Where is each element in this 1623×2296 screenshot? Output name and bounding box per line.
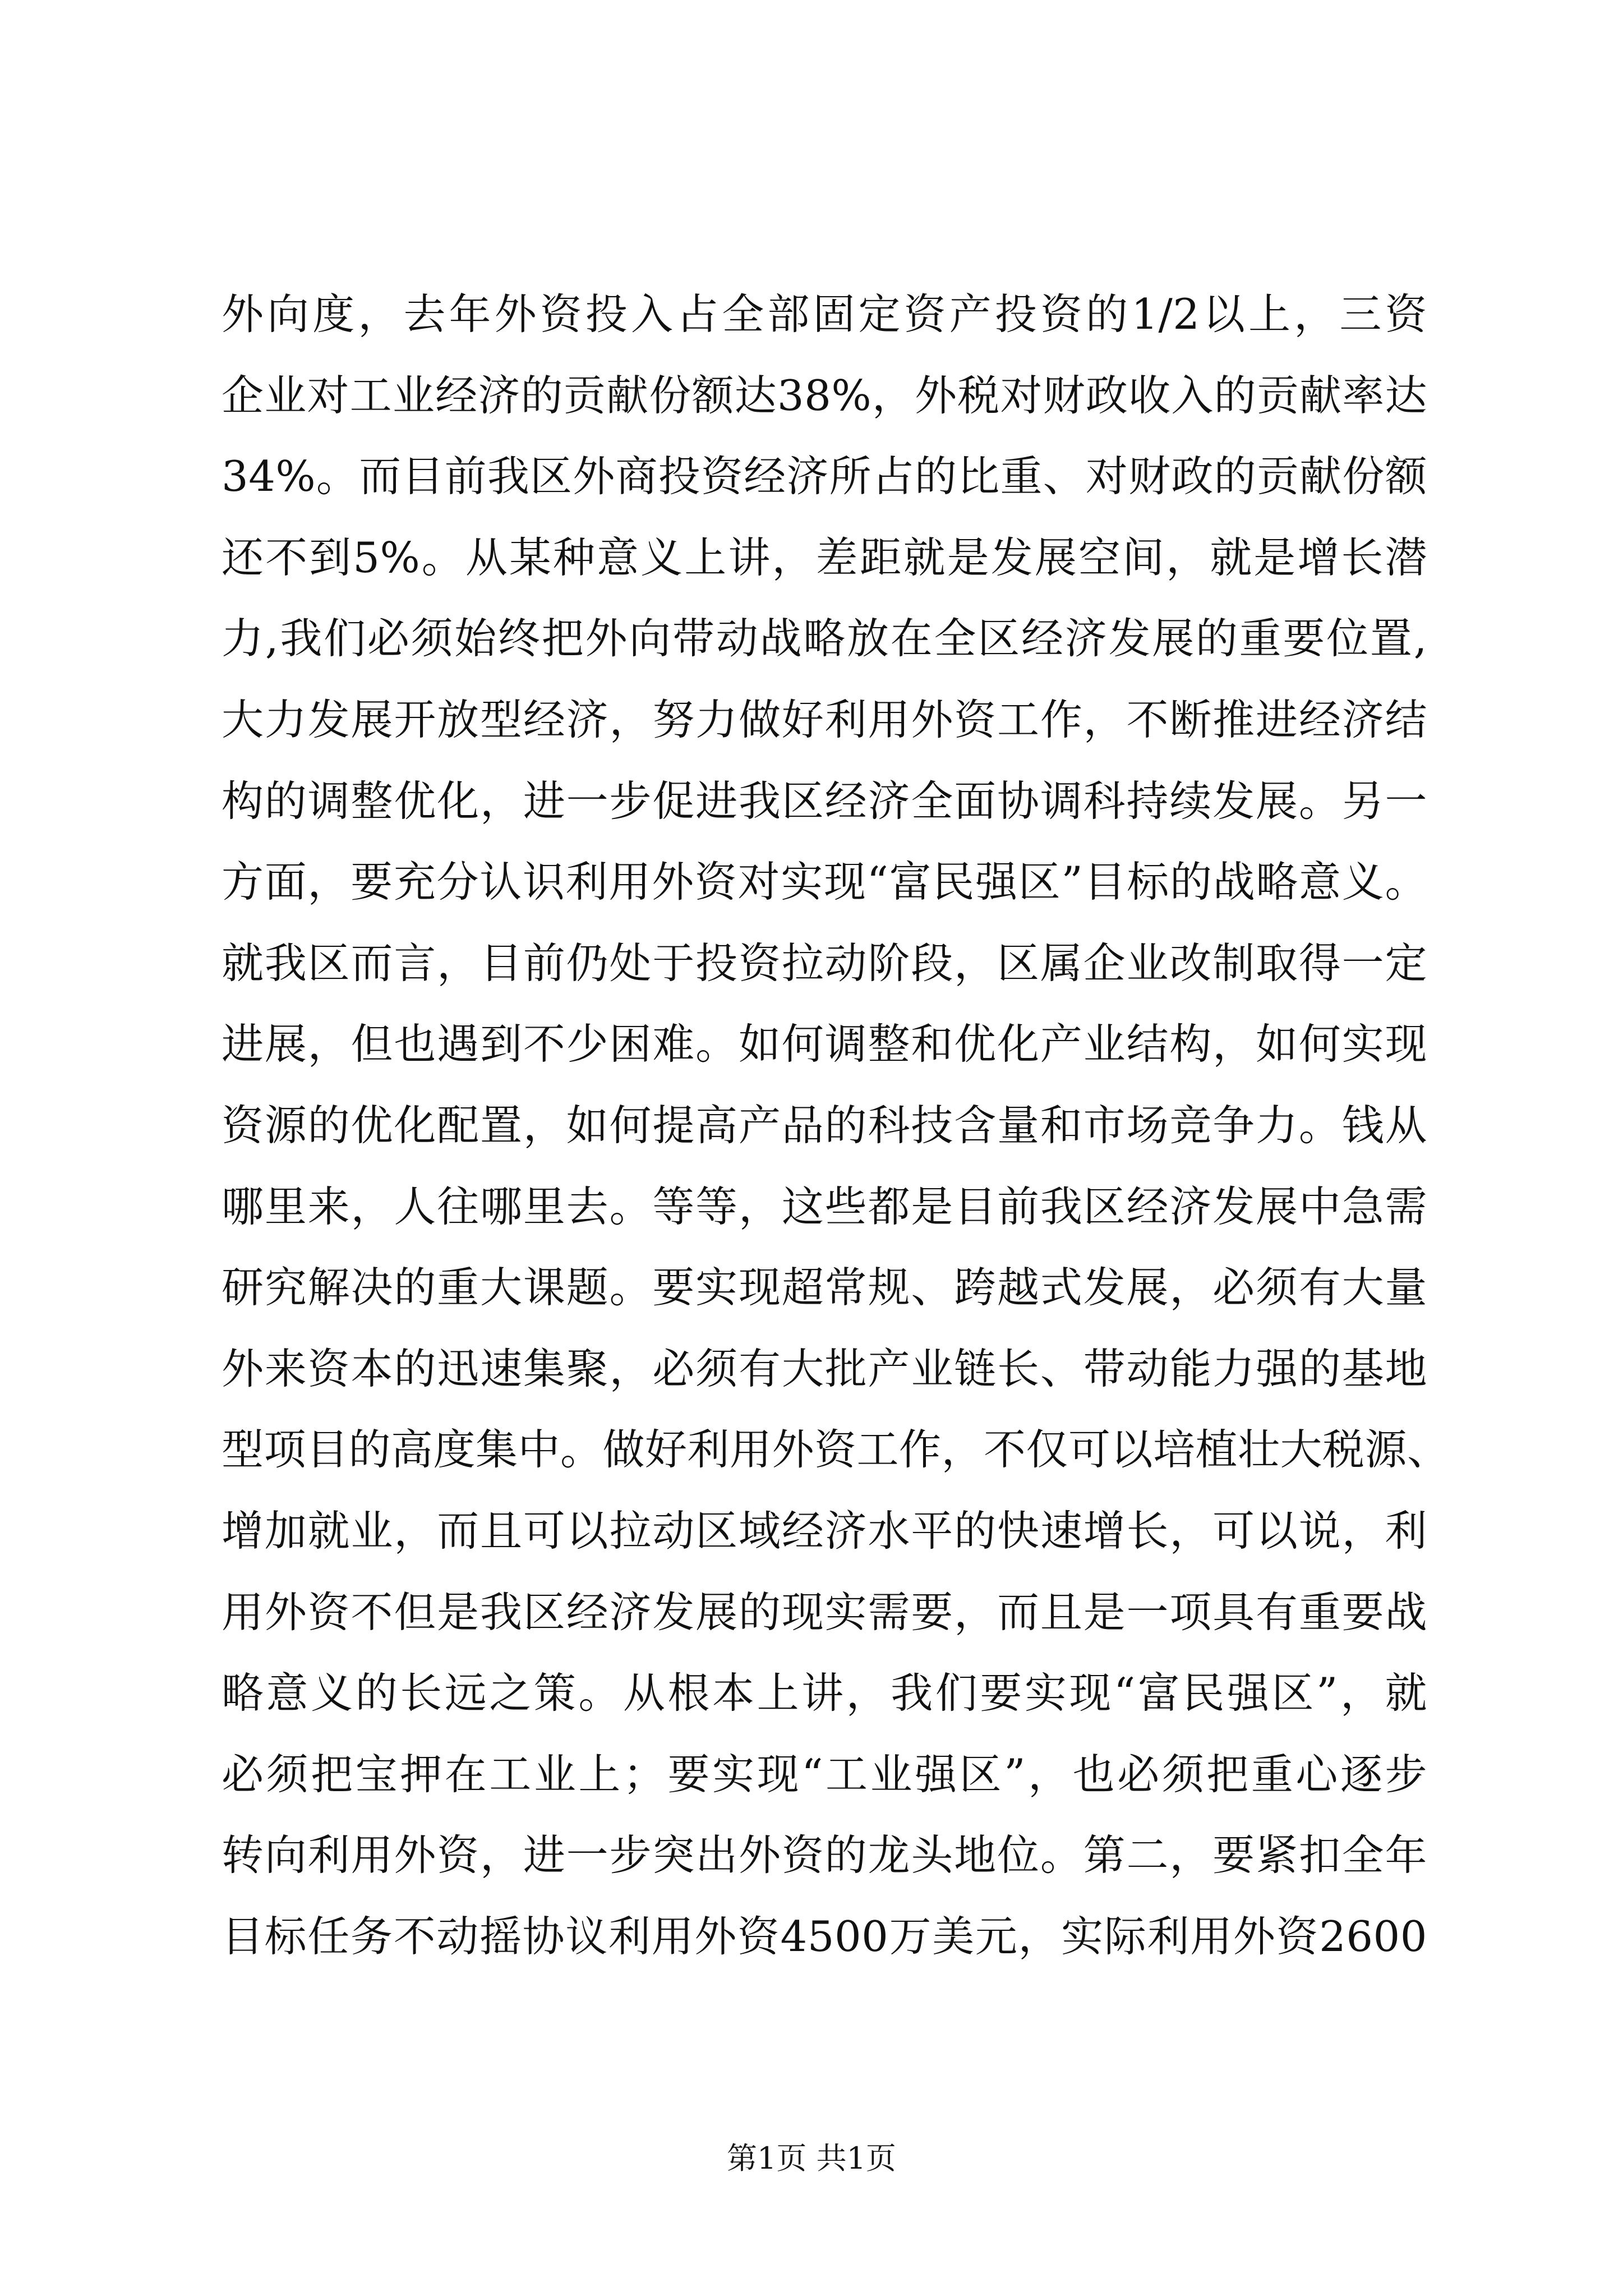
text-line: 用外资不但是我区经济发展的现实需要，而且是一项具有重要战 [222, 1587, 1427, 1637]
text-line: 哪里来，人往哪里去。等等，这些都是目前我区经济发展中急需 [222, 1181, 1427, 1231]
text-line: 目标任务不动摇协议利用外资4500万美元，实际利用外资2600 [222, 1911, 1427, 1961]
page-footer [0, 2134, 1623, 2178]
text-line: 略意义的长远之策。从根本上讲，我们要实现“富民强区”，就 [222, 1668, 1427, 1718]
text-line: 34%。而目前我区外商投资经济所占的比重、对财政的贡献份额 [222, 452, 1427, 501]
text-line: 资源的优化配置，如何提高产品的科技含量和市场竞争力。钱从 [222, 1100, 1427, 1150]
text-line: 构的调整优化，进一步促进我区经济全面协调科持续发展。另一 [222, 776, 1427, 826]
text-line: 大力发展开放型经济，努力做好利用外资工作，不断推进经济结 [222, 694, 1427, 744]
text-line: 外向度，去年外资投入占全部固定资产投资的1/2以上，三资 [222, 289, 1427, 339]
page-number-label: 第1页 共1页 [727, 2141, 896, 2176]
text-line: 外来资本的迅速集聚，必须有大批产业链长、带动能力强的基地 [222, 1343, 1427, 1393]
text-line: 进展，但也遇到不少困难。如何调整和优化产业结构，如何实现 [222, 1019, 1427, 1069]
text-line: 力,我们必须始终把外向带动战略放在全区经济发展的重要位置, [222, 614, 1427, 664]
text-line: 还不到5%。从某种意义上讲，差距就是发展空间，就是增长潜 [222, 532, 1427, 582]
text-line: 研究解决的重大课题。要实现超常规、跨越式发展，必须有大量 [222, 1263, 1427, 1313]
text-line: 必须把宝押在工业上；要实现“工业强区”，也必须把重心逐步 [222, 1749, 1427, 1799]
text-line: 方面，要充分认识利用外资对实现“富民强区”目标的战略意义。 [222, 857, 1427, 907]
text-line: 型项目的高度集中。做好利用外资工作，不仅可以培植壮大税源、 [222, 1425, 1450, 1475]
text-line: 增加就业，而且可以拉动区域经济水平的快速增长，可以说，利 [222, 1506, 1427, 1556]
body-paragraph [222, 274, 1450, 1977]
text-line: 就我区而言，目前仍处于投资拉动阶段，区属企业改制取得一定 [222, 938, 1427, 988]
text-line: 企业对工业经济的贡献份额达38%，外税对财政收入的贡献率达 [222, 370, 1427, 420]
text-line: 转向利用外资，进一步突出外资的龙头地位。第二，要紧扣全年 [222, 1830, 1427, 1880]
